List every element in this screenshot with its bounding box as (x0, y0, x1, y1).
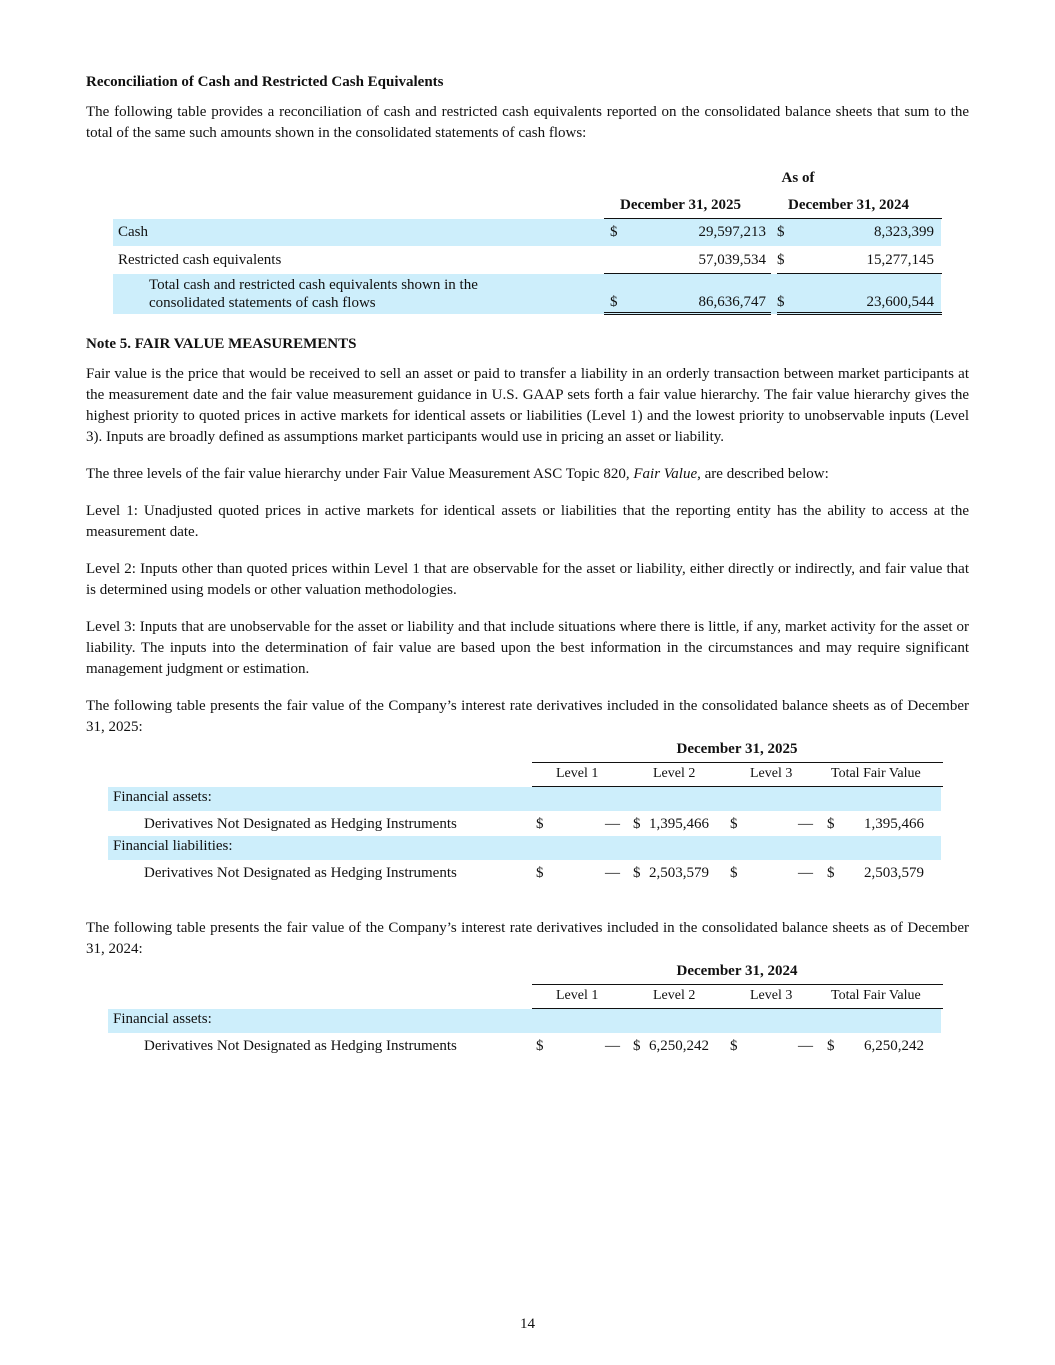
total-header: Total Fair Value (831, 766, 921, 781)
dollar-sign: $ (730, 865, 738, 881)
reconciliation-intro: The following table provides a reconciliation of cash and restricted cash equivalents reported on the consolidated balance sheets that sum to the total of the same such amounts shown in the consolidated statements of cash flows: (86, 104, 969, 141)
dollar-sign: $ (536, 816, 544, 832)
level2-value: 2,503,579 (649, 865, 709, 881)
text-span: , are described below: (697, 466, 829, 482)
reconciliation-heading: Reconciliation of Cash and Restricted Cash Equivalents (86, 74, 444, 90)
value-2025: 86,636,747 (698, 294, 766, 310)
dollar-sign: $ (777, 224, 785, 240)
table-2025-intro: The following table presents the fair value of the Company’s interest rate derivatives included in the consolidated balance sheets as of December 31, 2025: (86, 698, 969, 735)
row-label: Cash (118, 224, 148, 240)
as-of-header: As of (781, 170, 815, 186)
level1-value: — (605, 1038, 620, 1054)
level2-paragraph: Level 2: Inputs other than quoted prices within Level 1 that are observable for the asset or liability, either directly or indirectly, and fair value that is determined using models or other valuation methodologies. (86, 561, 969, 598)
dollar-sign: $ (777, 294, 785, 310)
table-title: December 31, 2025 (676, 741, 798, 757)
dollar-sign: $ (730, 816, 738, 832)
section-row (108, 1009, 941, 1033)
row-label: consolidated statements of cash flows (149, 295, 376, 311)
level3-header: Level 3 (750, 766, 793, 781)
section-label: Financial assets: (113, 789, 212, 805)
table-row (113, 219, 941, 246)
page-number: 14 (520, 1316, 535, 1332)
section-row (108, 836, 941, 860)
level3-paragraph: Level 3: Inputs that are unobservable for the asset or liability and that include situations where there is little, if any, market activity for the asset or liability. The inputs into the determination of fair value are based upon the best information in the circumstances and may require significant management judgment or estimation. (86, 619, 969, 677)
dollar-sign: $ (536, 1038, 544, 1054)
level3-value: — (798, 865, 813, 881)
dollar-sign: $ (633, 816, 641, 832)
level1-header: Level 1 (556, 766, 599, 781)
table-row (108, 1033, 941, 1057)
level1-value: — (605, 816, 620, 832)
level1-value: — (605, 865, 620, 881)
row-label: Derivatives Not Designated as Hedging Instruments (144, 865, 457, 881)
dollar-sign: $ (633, 865, 641, 881)
table-row (113, 246, 941, 273)
row-label: Derivatives Not Designated as Hedging Instruments (144, 1038, 457, 1054)
total-header: Total Fair Value (831, 988, 921, 1003)
title-rule (532, 984, 943, 985)
dollar-sign: $ (536, 865, 544, 881)
derivatives-table-2025 (108, 738, 941, 888)
dollar-sign: $ (827, 1038, 835, 1054)
level2-header: Level 2 (653, 988, 696, 1003)
table-row (108, 811, 941, 835)
level2-value: 6,250,242 (649, 1038, 709, 1054)
emphasis: Fair Value (633, 466, 698, 482)
level3-value: — (798, 816, 813, 832)
value-2025: 57,039,534 (698, 252, 766, 268)
level2-value: 1,395,466 (649, 816, 709, 832)
note5-paragraph-1: Fair value is the price that would be received to sell an asset or paid to transfer a liability in an orderly transaction between market participants at the measurement date and the fair value measurement guidance in U.S. GAAP sets forth a fair value hierarchy. The fair value hierarchy gives the highest priority to quoted prices in active markets for identical assets or liabilities (Level 1) and the lowest priority to unobservable inputs (Level 3). Inputs are broadly defined as assumptions market participants would use in pricing an asset or liability. (86, 366, 969, 445)
total-double-rule (777, 312, 942, 315)
section-row (108, 787, 941, 811)
total-value: 1,395,466 (864, 816, 924, 832)
row-label: Derivatives Not Designated as Hedging Instruments (144, 816, 457, 832)
note5-paragraph-2 (86, 464, 969, 485)
section-label: Financial liabilities: (113, 838, 233, 854)
value-2024: 8,323,399 (874, 224, 934, 240)
table-row-total (113, 274, 941, 314)
level1-header: Level 1 (556, 988, 599, 1003)
row-label: Restricted cash equivalents (118, 252, 282, 268)
derivatives-table-2024 (108, 960, 941, 1060)
total-value: 2,503,579 (864, 865, 924, 881)
table-row (108, 860, 941, 884)
table-title: December 31, 2024 (676, 963, 798, 979)
level1-paragraph: Level 1: Unadjusted quoted prices in active markets for identical assets or liabilities that the reporting entity has the ability to access at the measurement date. (86, 503, 969, 540)
col-header-2025: December 31, 2025 (620, 197, 741, 213)
total-double-rule (604, 312, 771, 315)
dollar-sign: $ (777, 252, 785, 268)
dollar-sign: $ (827, 816, 835, 832)
dollar-sign: $ (610, 224, 618, 240)
section-label: Financial assets: (113, 1011, 212, 1027)
dollar-sign: $ (633, 1038, 641, 1054)
dollar-sign: $ (730, 1038, 738, 1054)
col-header-2024: December 31, 2024 (788, 197, 909, 213)
dollar-sign: $ (827, 865, 835, 881)
document-page (86, 72, 969, 1060)
dollar-sign: $ (610, 294, 618, 310)
value-2025: 29,597,213 (698, 224, 766, 240)
title-rule (532, 762, 943, 763)
value-2024: 23,600,544 (866, 294, 934, 310)
level3-value: — (798, 1038, 813, 1054)
reconciliation-table (113, 170, 969, 311)
table-2024-intro: The following table presents the fair value of the Company’s interest rate derivatives included in the consolidated balance sheets as of December 31, 2024: (86, 920, 969, 957)
note5-heading: Note 5. FAIR VALUE MEASUREMENTS (86, 336, 357, 352)
row-label: Total cash and restricted cash equivalents shown in the (149, 277, 478, 293)
level3-header: Level 3 (750, 988, 793, 1003)
text-span: The three levels of the fair value hierarchy under Fair Value Measurement ASC Topic 820, (86, 466, 634, 482)
level2-header: Level 2 (653, 766, 696, 781)
value-2024: 15,277,145 (866, 252, 934, 268)
total-value: 6,250,242 (864, 1038, 924, 1054)
